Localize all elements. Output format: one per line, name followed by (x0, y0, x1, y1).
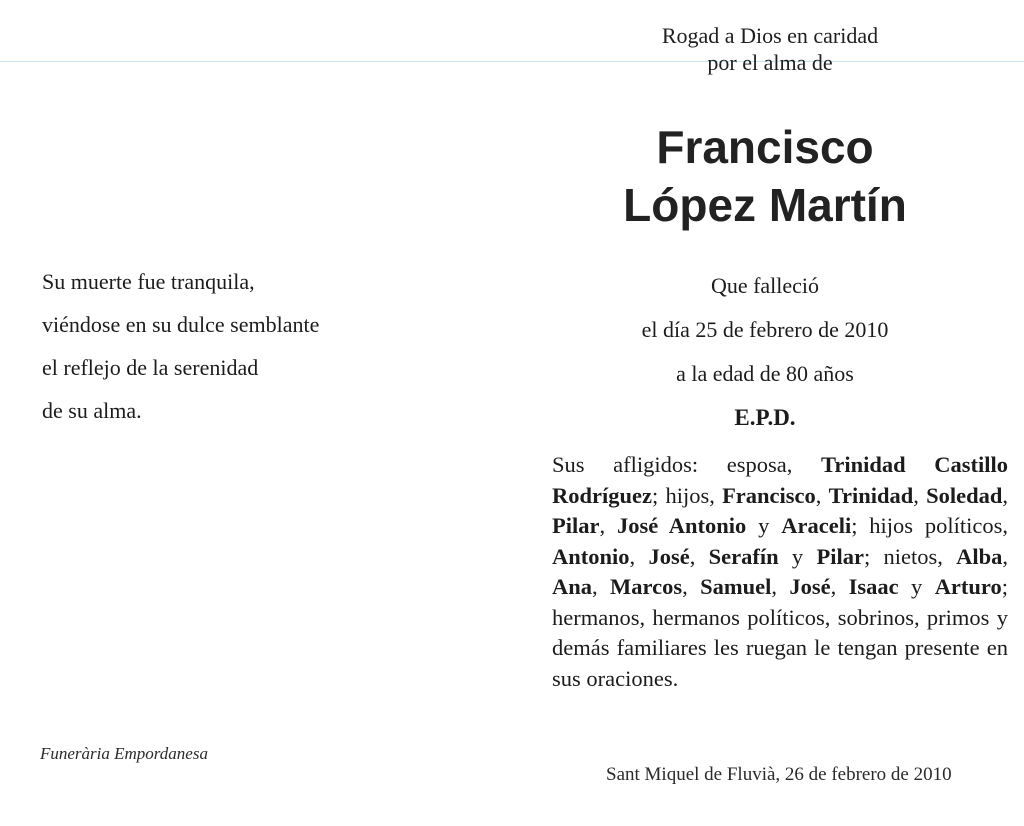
invocation-line-1: Rogad a Dios en caridad (661, 23, 879, 48)
separator: , (830, 574, 849, 599)
separator: , (913, 482, 927, 508)
grandchild-name: Isaac (848, 574, 899, 599)
separator: , (682, 574, 701, 599)
child-name: Soledad (926, 482, 1003, 508)
in-law-name: Antonio (552, 543, 630, 569)
epd-label: E.P.D. (734, 405, 796, 430)
poem-line-2: viéndose en su dulce semblante (42, 312, 320, 337)
poem (42, 260, 319, 432)
separator: , (629, 543, 649, 569)
death-date: el día 25 de febrero de 2010 (641, 317, 889, 342)
child-name: Araceli (781, 513, 852, 538)
in-law-name: Serafín (708, 543, 779, 569)
death-age: a la edad de 80 años (676, 361, 854, 386)
separator: , (1002, 482, 1009, 508)
invocation-header (560, 22, 980, 76)
deceased-first-name: Francisco (656, 121, 874, 173)
deceased-name (560, 118, 970, 234)
child-name: José Antonio (616, 513, 747, 538)
separator: , (1002, 543, 1009, 569)
separator: , (599, 513, 617, 538)
conjunction: y (746, 513, 782, 538)
in-law-name: José (648, 543, 690, 569)
grandchild-name: Arturo (934, 574, 1002, 599)
separator: , (771, 574, 790, 599)
child-name: Francisco (722, 482, 816, 508)
child-name: Trinidad (828, 482, 914, 508)
grandchild-name: José (789, 574, 831, 599)
wife-name: Trinidad Castillo Rodríguez (552, 452, 1008, 508)
deceased-surnames: López Martín (623, 179, 907, 231)
separator: , (815, 482, 829, 508)
separator: , (592, 574, 611, 599)
grandchild-name: Alba (956, 543, 1003, 569)
invocation-line-2: por el alma de (707, 50, 833, 75)
mourners-text: ; hijos, (652, 482, 723, 508)
grandchild-name: Samuel (700, 574, 772, 599)
mourners-text: ; hermanos, hermanos políticos, sobrinos, primos y demás familiares les ruegan le tengan presente en sus oraciones. (552, 574, 1009, 691)
grandchild-name: Marcos (610, 574, 683, 599)
conjunction: y (898, 574, 935, 599)
grandchild-name: Ana (552, 574, 593, 599)
in-law-name: Pilar (816, 543, 864, 569)
death-info (560, 264, 970, 440)
mourners-text: ; nietos, (863, 543, 957, 569)
mourners-text: ; hijos políticos, (851, 513, 1009, 538)
mourners-paragraph (552, 450, 1008, 694)
poem-line-3: el reflejo de la serenidad (42, 355, 259, 380)
funeral-home: Funerària Empordanesa (40, 744, 208, 763)
poem-line-4: de su alma. (42, 398, 142, 423)
mourners-text: Sus afligidos: esposa, (552, 452, 821, 477)
separator: , (689, 543, 709, 569)
death-intro: Que falleció (710, 273, 820, 298)
child-name: Pilar (552, 513, 600, 538)
conjunction: y (778, 543, 817, 569)
place-and-date: Sant Miquel de Fluvià, 26 de febrero de 2010 (606, 764, 952, 785)
poem-line-1: Su muerte fue tranquila, (42, 269, 255, 294)
